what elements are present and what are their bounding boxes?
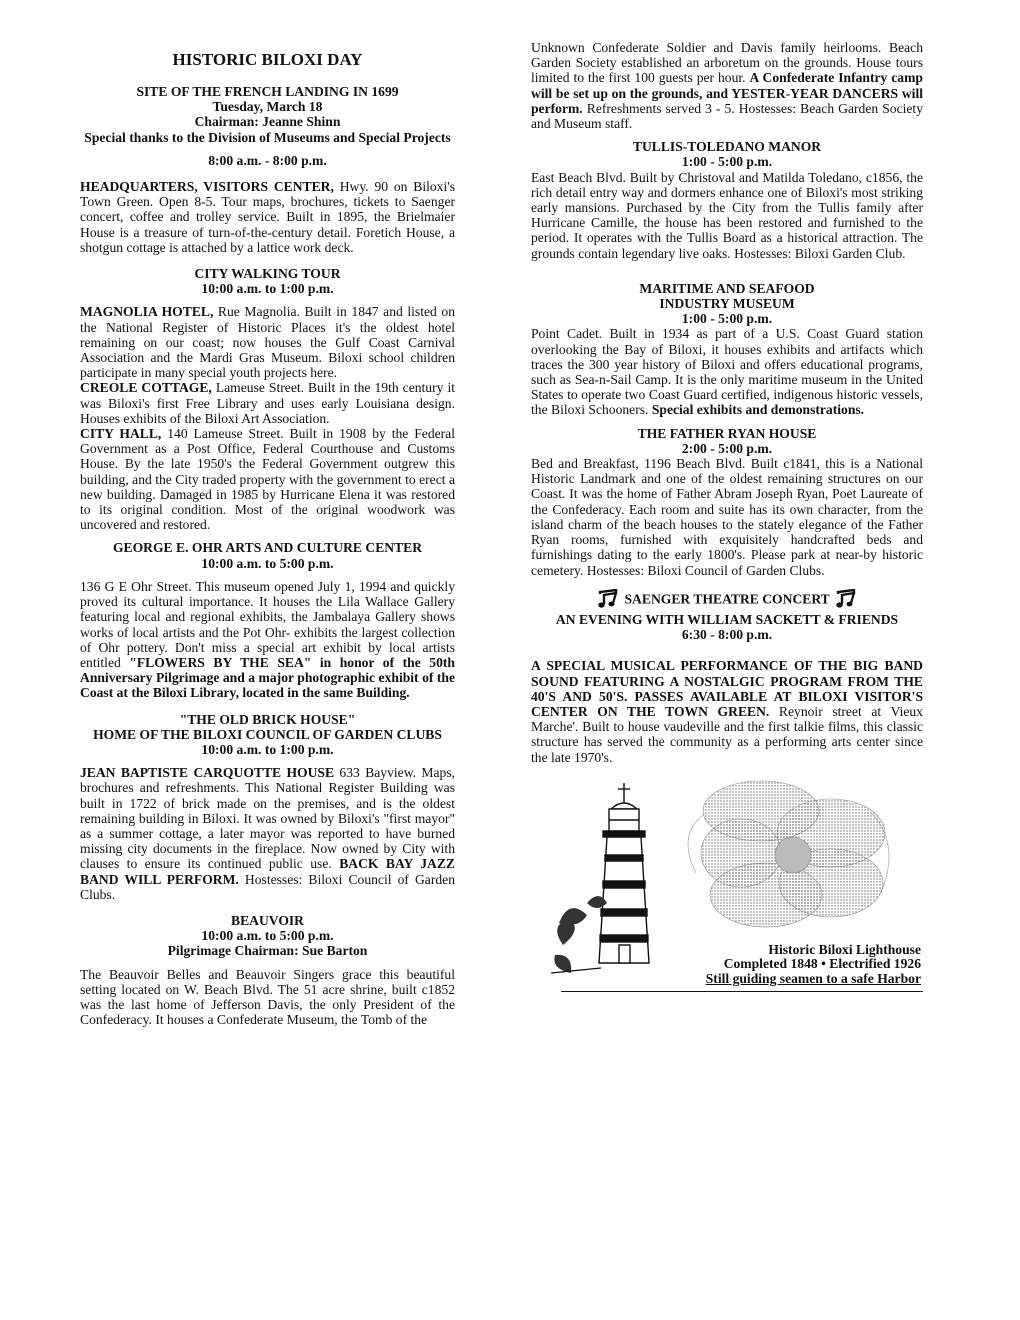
caption-line-3: Still guiding seamen to a safe Harbor <box>705 970 921 986</box>
ryan-hours: 2:00 - 5:00 p.m. <box>681 440 773 456</box>
beauvoir-hours: 10:00 a.m. to 5:00 p.m. <box>201 928 334 944</box>
magnolia-paragraph <box>80 304 455 380</box>
lighthouse-caption <box>706 943 921 987</box>
beauvoir-title: BEAUVOIR <box>231 912 304 928</box>
cityhall-name: CITY HALL, <box>80 426 162 442</box>
cityhall-text: 140 Lameuse Street. Built in 1908 by the Federal Government as a Post Office, Federal Courthouse and Customs House. By the late 1950's the Federal Government outgrew this building, and the City traded property with the government to erect a new building. Damaged in 1985 by Hurricane Elena it was restored to its original condition. Most of the original woodwork was uncovered and restored. <box>80 426 455 533</box>
caption-line-1: Historic Biloxi Lighthouse <box>768 941 921 957</box>
left-column <box>80 40 455 1027</box>
hq-text: Hwy. 90 on Biloxi's Town Green. Open 8-5. Tour maps, brochures, tickets to Saenger concert, coffee and trolley service. Built in 1895, the Brielmaier House is a treasure of turn-of-the-century detail. Foretich House, a shotgun cottage is attached by a lattice work deck. <box>80 179 455 255</box>
music-note-icon <box>833 589 859 612</box>
event-subtitle: SITE OF THE FRENCH LANDING IN 1699 <box>136 84 399 99</box>
brick-subtitle: HOME OF THE BILOXI COUNCIL OF GARDEN CLUBS <box>93 726 442 742</box>
brick-hours: 10:00 a.m. to 1:00 p.m. <box>201 741 334 757</box>
maritime-title-2: INDUSTRY MUSEUM <box>659 296 795 312</box>
ohr-bold: "FLOWERS BY THE SEA" in honor of the 50th Anniversary Pilgrimage and a major photographic exhibit of the Coast at the Biloxi Library, located in the same Building. <box>80 654 455 701</box>
brick-bold: BACK BAY JAZZ BAND WILL PERFORM. <box>80 856 455 887</box>
magnolia-name: MAGNOLIA HOTEL, <box>80 304 214 320</box>
maritime-paragraph <box>531 326 923 417</box>
caption-rule <box>561 991 923 992</box>
saenger-hours: 6:30 - 8:00 p.m. <box>681 627 773 643</box>
saenger-title: SAENGER THEATRE CONCERT <box>624 591 830 607</box>
brick-title: "THE OLD BRICK HOUSE" <box>179 711 356 727</box>
tullis-hours: 1:00 - 5:00 p.m. <box>681 154 773 170</box>
saenger-paragraph <box>531 658 923 764</box>
ohr-title: GEORGE E. OHR ARTS AND CULTURE CENTER <box>112 540 423 556</box>
hq-paragraph <box>80 179 455 255</box>
lighthouse-illustration <box>531 773 923 995</box>
maritime-bold: Special exhibits and demonstrations. <box>651 402 865 418</box>
beauvoir-cont-bold: A Confederate Infantry camp will be set up on the grounds, and YESTER-YEAR DANCERS will perform. <box>531 70 923 116</box>
saenger-title-row <box>531 589 923 612</box>
right-column <box>531 40 923 995</box>
brick-text: 633 Bayview. Maps, brochures and refreshments. This National Register Building was built in 1722 of brick made on the premises, and is the oldest remaining building in Biloxi. It was owned by Biloxi's "first mayor" as a summer cottage, a later mayor was reported to have burned missing city documents in the fireplace. Now owned by City with clauses to ensure its continued public use. <box>80 765 456 872</box>
ohr-hours: 10:00 a.m. to 5:00 p.m. <box>201 555 334 571</box>
brick-text2: Hostesses: Biloxi Council of Garden Clubs. <box>80 871 455 902</box>
brick-paragraph <box>80 765 455 902</box>
walking-tour-hours: 10:00 a.m. to 1:00 p.m. <box>201 281 334 297</box>
event-thanks: Special thanks to the Division of Museums and Special Projects <box>84 129 451 145</box>
hibiscus-flower <box>688 781 889 927</box>
saenger-text: Reynoir street at Vieux Marche'. Built to house vaudeville and the first talkie films, this classic structure has served the community as a performing arts center since the late 1970's. <box>531 703 923 765</box>
ryan-paragraph: Bed and Breakfast, 1196 Beach Blvd. Built c1841, this is a National Historic Landmark and one of the oldest remaining structures on our Coast. It was the home of Father Abram Joseph Ryan, Poet Laureate of the Confederacy. Each room and suite has its own character, from the island charm of the beach houses to the stately elegance of the Father Ryan rooms, furnished with exquisitely handcrafted beds and furnishings dating to the early 1800's. Please park at near-by historic cemetery. Hostesses: Biloxi Council of Garden Clubs. <box>531 456 923 578</box>
beauvoir-cont-end: Refreshments served 3 - 5. Hostesses: Beach Garden Society and Museum staff. <box>531 100 923 132</box>
beauvoir-continued <box>531 40 923 131</box>
cityhall-paragraph <box>80 426 455 532</box>
ohr-paragraph <box>80 579 455 701</box>
event-chairman: Chairman: Jeanne Shinn <box>194 114 341 130</box>
maritime-hours: 1:00 - 5:00 p.m. <box>681 311 773 327</box>
beauvoir-paragraph: The Beauvoir Belles and Beauvoir Singers grace this beautiful setting located on W. Beach Blvd. The 51 acre shrine, built c1852 was the last home of Jefferson Davis, the only President of the Confederacy. It houses a Confederate Museum, the Tomb of the <box>80 966 455 1028</box>
beauvoir-chair: Pilgrimage Chairman: Sue Barton <box>167 943 368 959</box>
tullis-title: TULLIS-TOLEDANO MANOR <box>632 139 822 155</box>
saenger-bold: A SPECIAL MUSICAL PERFORMANCE OF THE BIG BAND SOUND FEATURING A NOSTALGIC PROGRAM FROM THE 40'S AND 50'S. PASSES AVAILABLE AT BILOXI VISITOR'S CENTER ON THE TOWN GREEN. <box>531 658 923 719</box>
carquotte-name: JEAN BAPTISTE CARQUOTTE HOUSE <box>80 765 335 781</box>
ryan-title: THE FATHER RYAN HOUSE <box>637 425 817 441</box>
creole-text: Lameuse Street. Built in the 19th century it was Biloxi's first Free Library and uses early Louisiana design. Houses exhibits of the Biloxi Art Association. <box>80 380 456 426</box>
beauvoir-cont-text: Unknown Confederate Soldier and Davis family heirlooms. Beach Garden Society established an arboretum on the grounds. House tours limited to the first 100 guests per hour. <box>531 40 923 86</box>
caption-line-2: Completed 1848 • Electrified 1926 <box>723 956 921 972</box>
maritime-text: Point Cadet. Built in 1934 as part of a U.S. Coast Guard station overlooking the Bay of Biloxi, it houses exhibits and artifacts which traces the 300 year history of Biloxi and offers educational programs, such as Sea-n-Sail Camp. It is the only maritime museum in the United States to operate two Coast Guard certified, indigenous historic vessels, the Biloxi Schooners. <box>531 326 923 418</box>
creole-paragraph <box>80 380 455 426</box>
tullis-paragraph: East Beach Blvd. Built by Christoval and Matilda Toledano, c1856, the rich detail entry way and dormers enhance one of Biloxi's most striking early mansions. Purchased by the City from the Tullis family after Hurricane Camille, the house has been restored and furnished to the period. It operates with the Tullis Board as a historical attraction. The grounds contain legendary live oaks. Hostesses: Biloxi Garden Club. <box>531 169 923 261</box>
walking-tour-title: CITY WALKING TOUR <box>194 266 341 282</box>
magnolia-text: Rue Magnolia. Built in 1847 and listed on the National Register of Historic Places it's the oldest hotel remaining on our coast; now houses the Gulf Coast Carnival Association and the Mardi Gras Museum. Biloxi school children participate in many special youth projects here. <box>80 304 455 381</box>
ohr-text: 136 G E Ohr Street. This museum opened July 1, 1994 and quickly proved its cultural importance. It houses the Lila Wallace Gallery featuring local and regional exhibits, the Jambalaya Gallery shows works of local artists and the Pot Ohr- exhibits the largest collection of Ohr pottery. Don't miss a special art exhibit by local artists entitled <box>80 578 455 670</box>
maritime-title: MARITIME AND SEAFOOD <box>639 280 815 296</box>
page-title: HISTORIC BILOXI DAY <box>172 50 363 69</box>
hq-name: HEADQUARTERS, VISITORS CENTER, <box>80 179 334 195</box>
saenger-subtitle: AN EVENING WITH WILLIAM SACKETT & FRIENDS <box>555 611 899 627</box>
event-date: Tuesday, March 18 <box>212 99 323 115</box>
creole-name: CREOLE COTTAGE, <box>80 380 212 396</box>
music-note-icon <box>595 589 621 612</box>
event-hours: 8:00 a.m. - 8:00 p.m. <box>208 152 327 168</box>
lighthouse <box>599 783 649 963</box>
